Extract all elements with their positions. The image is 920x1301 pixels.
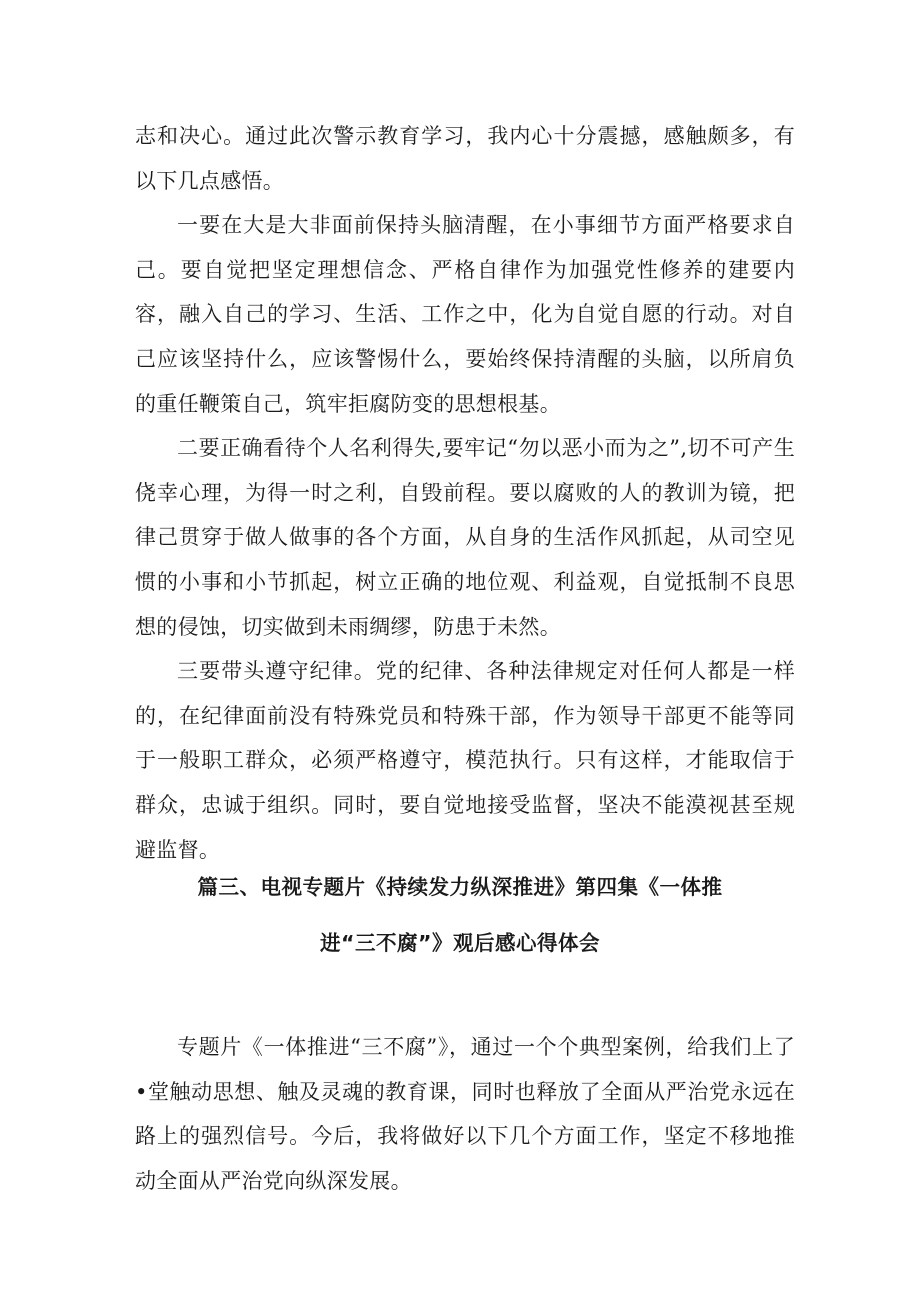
paragraph-point-three: 三要带头遵守纪律。党的纪律、各种法律规定对任何人都是一样的，在纪律面前没有特殊党员和特殊干部，作为领导干部更不能等同于一般职工群众，必须严格遵守，模范执行。只有这样，才能取信于群众，忠诚于组织。同时，要自觉地接受监督，坚决不能漠视甚至规避监督。: [135, 659, 795, 862]
section-three-title-line-1: 篇三、电视专题片《持续发力纵深推进》第四集《一体推: [197, 875, 723, 899]
paragraph-intro: 专题片《一体推进“三不腐”》，通过一个个典型案例，给我们上了•堂触动思想、触及灵魂的教育课，同时也释放了全面从严治党永远在路上的强烈信号。今后，我将做好以下几个方面工作，坚定不移地推动全面从严治党向纵深发展。: [135, 1035, 795, 1193]
section-three-title-line-2: 进“三不腐”》观后感心得体会: [320, 931, 600, 955]
section-one-body: [135, 114, 795, 872]
paragraph-point-two: 二要正确看待个人名利得失,要牢记“勿以恶小而为之”,切不可产生侥幸心理，为得一时之利，自毁前程。要以腐败的人的教训为镜，把律己贯穿于做人做事的各个方面，从自身的生活作风抓起，从司空见惯的小事和小节抓起，树立正确的地位观、利益观，自觉抵制不良思想的侵蚀，切实做到未雨绸缪，防患于未然。: [135, 436, 795, 639]
paragraph-continuation: 志和决心。通过此次警示教育学习，我内心十分震撼，感触颇多，有以下几点感悟。: [135, 124, 795, 193]
section-three-body: [135, 1025, 795, 1203]
paragraph-point-one: 一要在大是大非面前保持头脑清醒，在小事细节方面严格要求自己。要自觉把坚定理想信念、严格自律作为加强党性修养的建要内容，融入自己的学习、生活、工作之中，化为自觉自愿的行动。对自己应该坚持什么，应该警惕什么，要始终保持清醒的头脑，以所肩负的重任鞭策自己，筑牢拒腐防变的思想根基。: [135, 213, 795, 416]
